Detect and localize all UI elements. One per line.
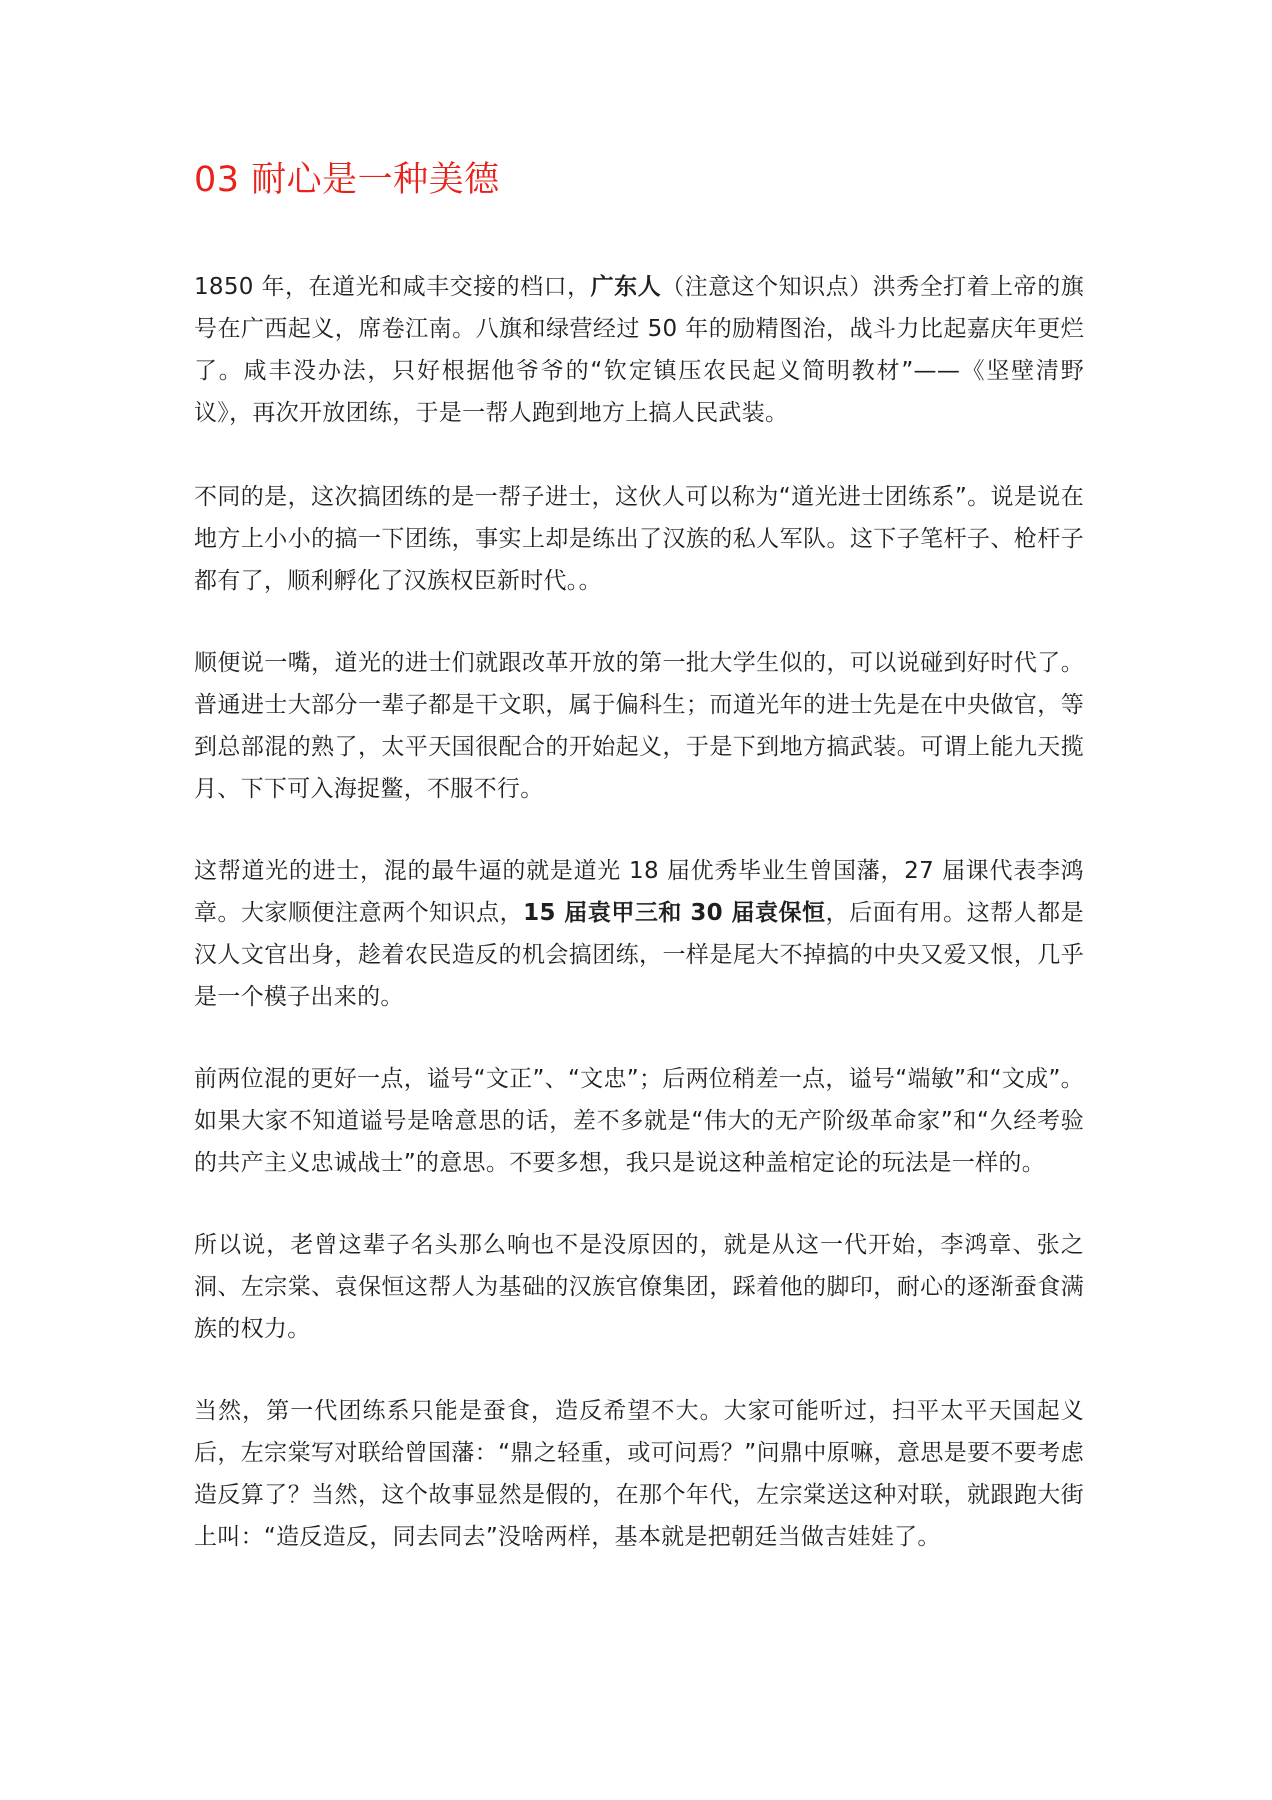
paragraph-4-bold: 15 届袁甲三和 30 届袁保恒 — [523, 900, 826, 926]
section-title: 03 耐心是一种美德 — [194, 160, 500, 200]
paragraph-1 — [194, 266, 1084, 434]
paragraph-4-text-c: ，后面有用。这帮人都是汉人文官出身，趁着农民造反的机会搞团练，一样是尾大不掉搞的中央又爱又恨，几乎是一个模子出来的。 — [194, 900, 1084, 1010]
paragraph-3: 顺便说一嘴，道光的进士们就跟改革开放的第一批大学生似的，可以说碰到好时代了。普通进士大部分一辈子都是干文职，属于偏科生；而道光年的进士先是在中央做官，等到总部混的熟了，太平天国很配合的开始起义，于是下到地方搞武装。可谓上能九天揽月、下下可入海捉鳖，不服不行。 — [194, 650, 1084, 802]
paragraph-1-text-a: 1850 年，在道光和咸丰交接的档口， — [194, 274, 591, 300]
paragraph-1-text-c: （注意这个知识点）洪秀全打着上帝的旗号在广西起义，席卷江南。八旗和绿营经过 50 年的励精图治，战斗力比起嘉庆年更烂了。咸丰没办法，只好根据他爷爷的“钦定镇压农民起义简明教材”——《坚壁清野议》，再次开放团练，于是一帮人跑到地方上搞人民武装。 — [194, 274, 1084, 426]
paragraph-7: 当然，第一代团练系只能是蚕食，造反希望不大。大家可能听过，扫平太平天国起义后，左宗棠写对联给曾国藩：“鼎之轻重，或可问焉？”问鼎中原嘛，意思是要不要考虑造反算了？当然，这个故事显然是假的，在那个年代，左宗棠送这种对联，就跟跑大街上叫：“造反造反，同去同去”没啥两样，基本就是把朝廷当做吉娃娃了。 — [194, 1398, 1084, 1550]
paragraph-4-text-a: 这帮道光的进士，混的最牛逼的就是道光 18 届优秀毕业生曾国藩，27 届课代表李鸿章。大家顺便注意两个知识点， — [194, 858, 1084, 926]
paragraph-2: 不同的是，这次搞团练的是一帮子进士，这伙人可以称为“道光进士团练系”。说是说在地方上小小的搞一下团练，事实上却是练出了汉族的私人军队。这下子笔杆子、枪杆子都有了，顺利孵化了汉族权臣新时代。。 — [194, 484, 1084, 594]
paragraph-4 — [194, 850, 1084, 1018]
paragraph-5: 前两位混的更好一点，谥号“文正”、“文忠”；后两位稍差一点，谥号“端敏”和“文成”。如果大家不知道谥号是啥意思的话，差不多就是“伟大的无产阶级革命家”和“久经考验的共产主义忠诚战士”的意思。不要多想，我只是说这种盖棺定论的玩法是一样的。 — [194, 1066, 1084, 1176]
paragraph-1-bold: 广东人 — [590, 274, 662, 300]
paragraph-6: 所以说，老曾这辈子名头那么响也不是没原因的，就是从这一代开始，李鸿章、张之洞、左宗棠、袁保恒这帮人为基础的汉族官僚集团，踩着他的脚印，耐心的逐渐蚕食满族的权力。 — [194, 1232, 1084, 1342]
